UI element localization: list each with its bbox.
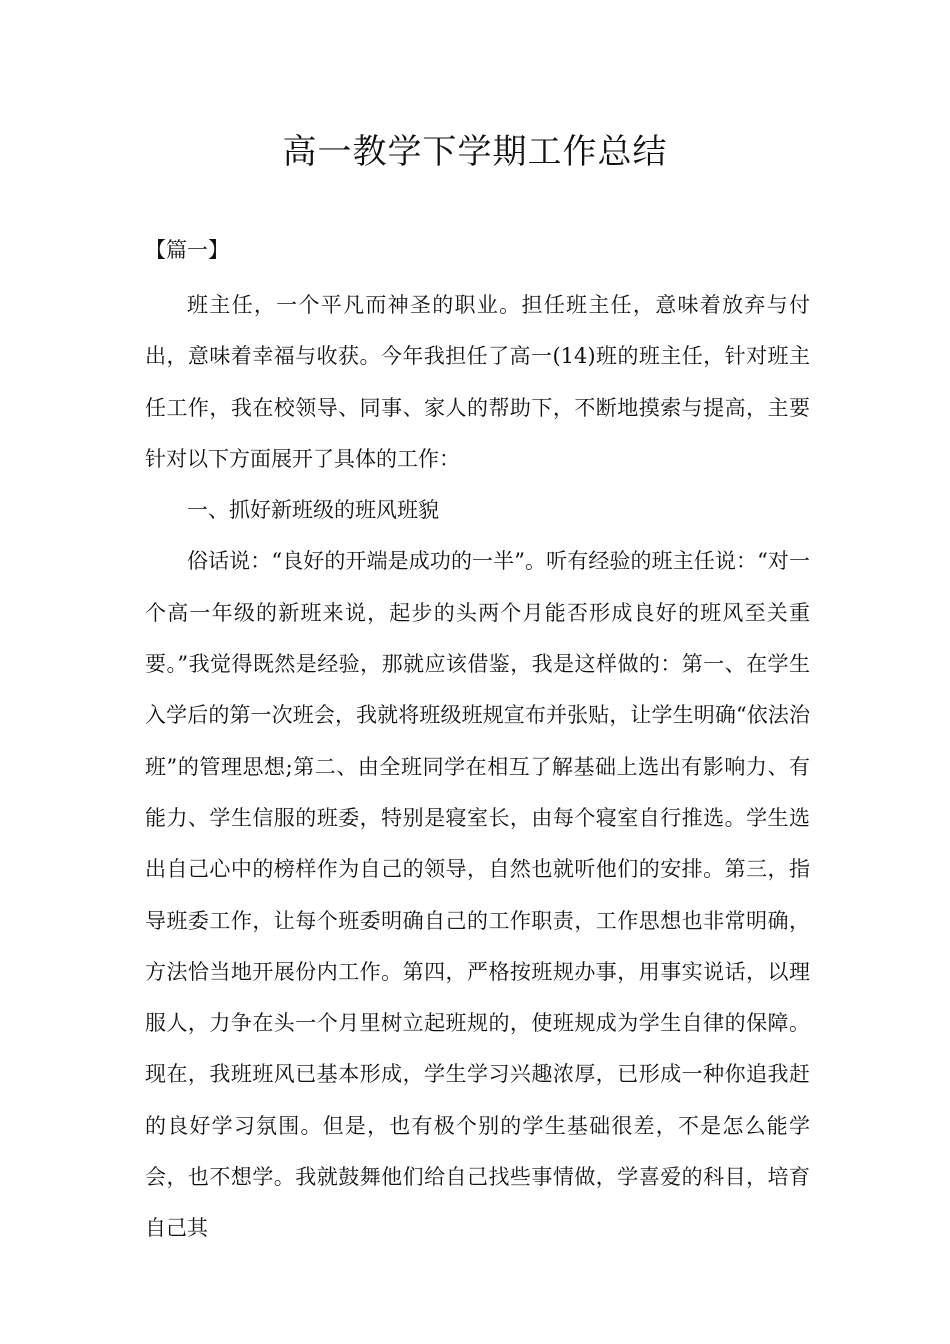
body-paragraph: 俗话说：“良好的开端是成功的一半”。听有经验的班主任说：“对一个高一年级的新班来说，起步的头两个月能否形成良好的班风至关重要。”我觉得既然是经验，那就应该借鉴，我是这样做的：第一、在学生入学后的第一次班会，我就将班级班规宣布并张贴，让学生明确“依法治班”的管理思想;第二、由全班同学在相互了解基础上选出有影响力、有能力、学生信服的班委，特别是寝室长，由每个寝室自行推选。学生选出自己心中的榜样作为自己的领导，自然也就听他们的安排。第三，指导班委工作，让每个班委明确自己的工作职责，工作思想也非常明确，方法恰当地开展份内工作。第四，严格按班规办事，用事实说话，以理服人，力争在头一个月里树立起班规的，使班规成为学生自律的保障。现在，我班班风已基本形成，学生学习兴趣浓厚，已形成一种你追我赶的良好学习氛围。但是，也有极个别的学生基础很差，不是怎么能学会，也不想学。我就鼓舞他们给自己找些事情做，学喜爱的科目，培育自己其 xyxy=(145,549,810,1241)
body-paragraph: 班主任，一个平凡而神圣的职业。担任班主任，意味着放弃与付出，意味着幸福与收获。今年我担任了高一(14)班的班主任，针对班主任工作，我在校领导、同事、家人的帮助下，不断地摸索与提高，主要针对以下方面展开了具体的工作： xyxy=(145,293,810,471)
section-heading: 一、抓好新班级的班风班貌 xyxy=(187,498,439,523)
document-title: 高一教学下学期工作总结 xyxy=(282,132,668,172)
document-body xyxy=(145,280,810,1255)
section-tag: 【篇一】 xyxy=(145,238,229,262)
